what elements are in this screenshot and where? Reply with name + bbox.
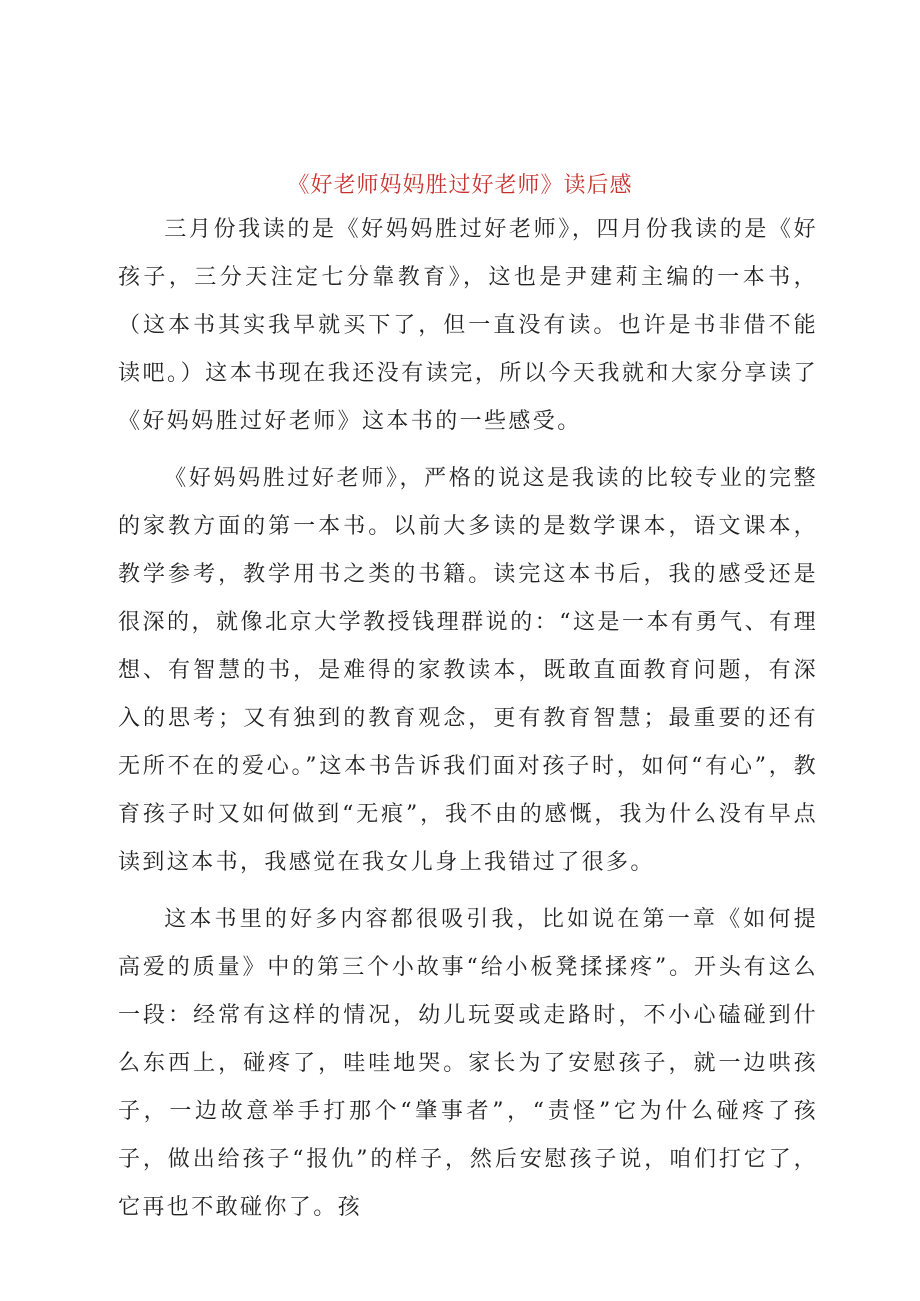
paragraph-1: 三月份我读的是《好妈妈胜过好老师》，四月份我读的是《好孩子，三分天注定七分靠教育》，这也是尹建莉主编的一本书，（这本书其实我早就买下了，但一直没有读。也许是书非借不能读吧。）这本书现在我还没有读完，所以今天我就和大家分享读了《好妈妈胜过好老师》这本书的一些感受。 (118, 217, 818, 434)
paragraph-3: 这本书里的好多内容都很吸引我，比如说在第一章《如何提高爱的质量》中的第三个小故事“给小板凳揉揉疼”。开头有这么一段：经常有这样的情况，幼儿玩耍或走路时，不小心磕碰到什么东西上，碰疼了，哇哇地哭。家长为了安慰孩子，就一边哄孩子，一边故意举手打那个“肇事者”，“责怪”它为什么碰疼了孩子，做出给孩子“报仇”的样子，然后安慰孩子说，咱们打它了，它再也不敢碰你了。孩 (118, 907, 818, 1220)
document-title: 《好老师妈妈胜过好老师》读后感 (287, 173, 633, 198)
paragraph-2: 《好妈妈胜过好老师》，严格的说这是我读的比较专业的完整的家教方面的第一本书。以前大多读的是数学课本，语文课本，教学参考，教学用书之类的书籍。读完这本书后，我的感受还是很深的，就像北京大学教授钱理群说的：“这是一本有勇气、有理想、有智慧的书，是难得的家教读本，既敢直面教育问题，有深入的思考；又有独到的教育观念，更有教育智慧；最重要的还有无所不在的爱心。”这本书告诉我们面对孩子时，如何“有心”，教育孩子时又如何做到“无痕”，我不由的感慨，我为什么没有早点读到这本书，我感觉在我女儿身上我错过了很多。 (118, 466, 818, 875)
document-body (118, 206, 818, 1232)
